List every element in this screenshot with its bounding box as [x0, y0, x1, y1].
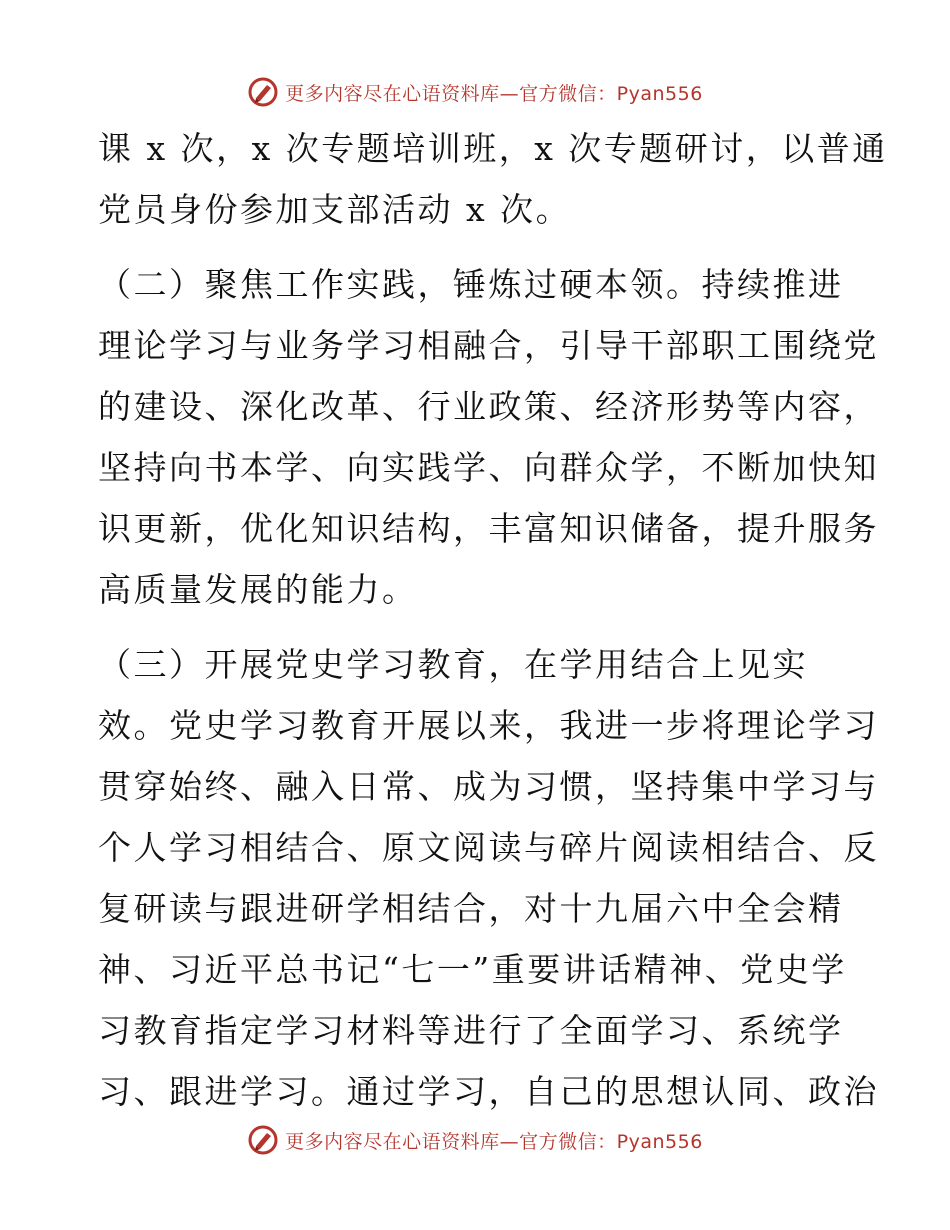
text-line: 课 x 次，x 次专题培训班，x 次专题研讨，以普通: [98, 129, 888, 168]
paragraph-2: [98, 254, 879, 620]
paragraph-1: [98, 118, 888, 240]
document-body: [98, 118, 888, 1122]
text-line: （三）开展党史学习教育，在学用结合上见实: [98, 645, 808, 684]
text-line: 习、跟进学习。通过学习，自己的思想认同、政治: [98, 1072, 879, 1111]
pen-seal-icon: [247, 1124, 279, 1156]
text-line: 高质量发展的能力。: [98, 570, 418, 609]
header-banner-text: 更多内容尽在心语资料库—官方微信：Pyan556: [285, 82, 703, 105]
header-banner: [0, 72, 950, 112]
paragraph-3: [98, 634, 879, 1122]
text-line: 个人学习相结合、原文阅读与碎片阅读相结合、反: [98, 828, 879, 867]
text-line: 复研读与跟进研学相结合，对十九届六中全会精: [98, 889, 844, 928]
text-line: 党员身份参加支部活动 x 次。: [98, 190, 572, 229]
text-line: 的建设、深化改革、行业政策、经济形势等内容，: [98, 387, 879, 426]
pen-seal-icon: [247, 76, 279, 108]
footer-banner-text: 更多内容尽在心语资料库—官方微信：Pyan556: [285, 1130, 703, 1153]
text-line: 理论学习与业务学习相融合，引导干部职工围绕党: [98, 326, 879, 365]
text-line: 识更新，优化知识结构，丰富知识储备，提升服务: [98, 509, 879, 548]
footer-banner: [0, 1120, 950, 1160]
text-line: （二）聚焦工作实践，锤炼过硬本领。持续推进: [98, 265, 844, 304]
text-line: 神、习近平总书记“七一”重要讲话精神、党史学: [98, 950, 847, 989]
text-line: 习教育指定学习材料等进行了全面学习、系统学: [98, 1011, 844, 1050]
text-line: 效。党史学习教育开展以来，我进一步将理论学习: [98, 706, 879, 745]
text-line: 坚持向书本学、向实践学、向群众学，不断加快知: [98, 448, 879, 487]
text-line: 贯穿始终、融入日常、成为习惯，坚持集中学习与: [98, 767, 879, 806]
